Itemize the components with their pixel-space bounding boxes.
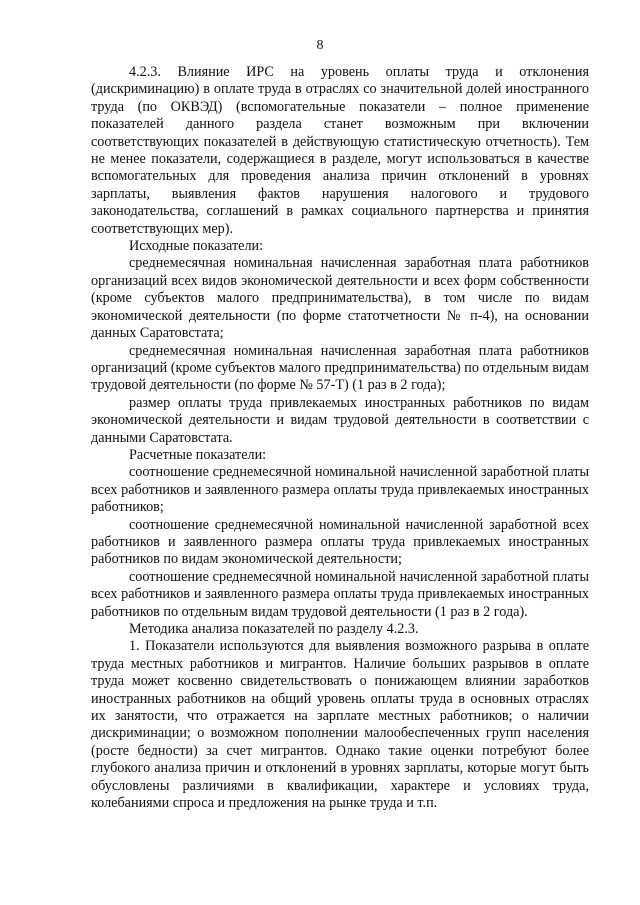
section-heading-paragraph: 4.2.3. Влияние ИРС на уровень оплаты труда и отклонения (дискриминацию) в оплате труда в отраслях со значительной долей иностранного труда (по ОКВЭД) (вспомогательные показатели – полное применение показателей данного раздела станет возможным при включении соответствующих показателей в действующую статистическую отчетность). Тем не менее показатели, содержащиеся в разделе, могут использоваться в качестве вспомогательных для проведения анализа причин отклонений в уровнях зарплаты, выявления фактов нарушения налогового и трудового законодательства, соглашений в рамках социального партнерства и принятия соответствующих мер). xyxy=(91,64,589,237)
calculated-indicator-item: соотношение среднемесячной номинальной начисленной заработной платы всех работников и заявленного размера оплаты труда привлекаемых иностранных работников по отдельным видам трудовой деятельности (1 раз в 2 года). xyxy=(91,568,589,620)
methodology-paragraph: 1. Показатели используются для выявления возможного разрыва в оплате труда местных работников и мигрантов. Наличие больших разрывов в оплате труда может косвенно свидетельствовать о понижающем влиянии заработков иностранных работников на общий уровень оплаты труда в основных отраслях их занятости, что отражается на зарплате местных работников; о наличии дискриминации; о возможном пополнении малообеспеченных групп населения (росте бедности) за счет мигрантов. Однако такие оценки потребуют более глубокого анализа причин и отклонений в уровнях зарплаты, которые могут быть обусловлены различиями в квалификации, характере и условиях труда, колебаниями спроса и предложения на рынке труда и т.п. xyxy=(91,638,589,812)
source-indicators-heading: Исходные показатели: xyxy=(129,238,264,255)
calculated-indicator-item: соотношение среднемесячной номинальной начисленной заработной всех работников и заявленного размера оплаты труда привлекаемых иностранных работников по видам экономической деятельности; xyxy=(91,516,589,568)
calculated-indicator-item: соотношение среднемесячной номинальной начисленной заработной платы всех работников и заявленного размера оплаты труда привлекаемых иностранных работников; xyxy=(91,464,589,516)
methodology-heading: Методика анализа показателей по разделу 4.2.3. xyxy=(129,621,419,637)
source-indicator-item: размер оплаты труда привлекаемых иностранных работников по видам экономической деятельности и видам трудовой деятельности в соответствии с данными Саратовстата. xyxy=(91,394,589,446)
calculated-indicators-heading: Расчетные показатели: xyxy=(129,446,267,463)
document-body xyxy=(91,64,589,812)
source-indicator-item: среднемесячная номинальная начисленная заработная плата работников организаций всех видов экономической деятельности и всех форм собственности (кроме субъектов малого предпринимательства), в том числе по видам экономической деятельности (по форме статотчетности № п-4), на основании данных Саратовстата; xyxy=(91,255,589,342)
page-number: 8 xyxy=(316,38,324,53)
source-indicator-item: среднемесячная номинальная начисленная заработная плата работников организаций (кроме субъектов малого предпринимательства) по отдельным видам трудовой деятельности (по форме № 57-Т) (1 раз в 2 года); xyxy=(91,342,589,394)
